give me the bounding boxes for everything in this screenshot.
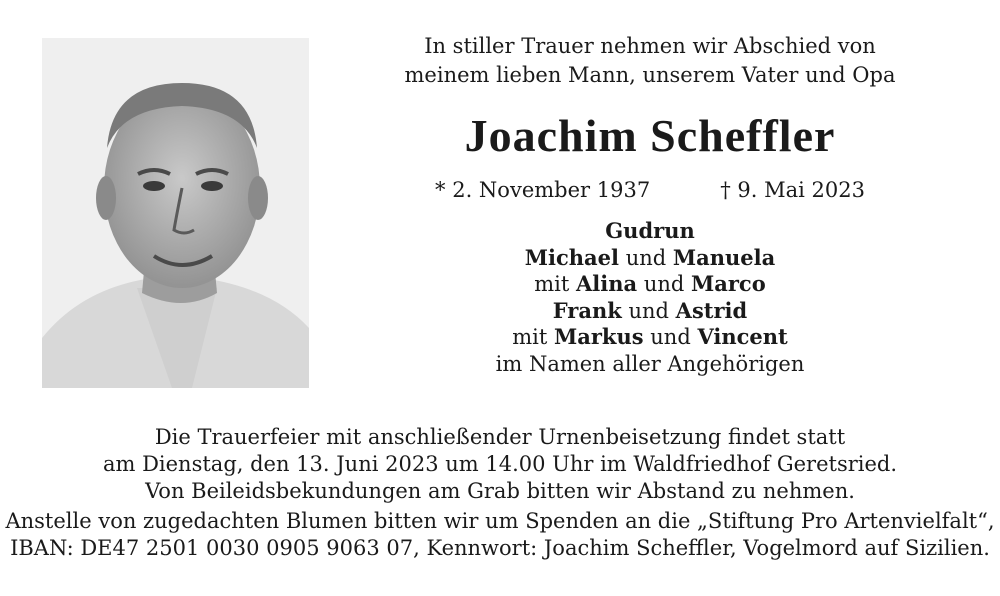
intro-text: [330, 32, 970, 90]
conjunction: und: [650, 325, 691, 349]
portrait-image: [42, 38, 309, 388]
family-list: [330, 218, 970, 377]
deceased-name: Joachim Scheffler: [464, 110, 836, 161]
service-line: Die Trauerfeier mit anschließender Urnenbeisetzung findet statt: [154, 425, 846, 449]
family-name: Gudrun: [605, 218, 695, 243]
header-block: [330, 32, 970, 377]
family-name: Marco: [691, 271, 766, 296]
death-date: † 9. Mai 2023: [720, 178, 865, 202]
service-line: am Dienstag, den 13. Juni 2023 um 14.00 Uhr im Waldfriedhof Geretsried.: [102, 452, 898, 476]
family-line: [330, 298, 970, 325]
preposition: mit: [534, 272, 570, 296]
family-line: [330, 245, 970, 272]
family-name: Michael: [524, 244, 619, 270]
intro-line: In stiller Trauer nehmen wir Abschied von: [424, 34, 876, 58]
family-name: Astrid: [675, 297, 748, 323]
family-name: Vincent: [697, 324, 788, 349]
family-name: Frank: [552, 297, 622, 323]
intro-line: meinem lieben Mann, unserem Vater und Opa: [404, 63, 896, 87]
family-name: Alina: [576, 271, 638, 296]
conjunction: und: [625, 245, 667, 270]
service-line: Von Beileidsbekundungen am Grab bitten wir Abstand zu nehmen.: [145, 479, 855, 503]
conjunction: und: [643, 272, 685, 296]
preposition: mit: [512, 325, 548, 349]
donation-line: IBAN: DE47 2501 0030 0905 9063 07, Kennwort: Joachim Scheffler, Vogelmord auf Sizilien.: [10, 536, 990, 560]
life-dates: [330, 176, 970, 204]
donation-line: Anstelle von zugedachten Blumen bitten wir um Spenden an die „Stiftung Pro Artenvielfalt“,: [5, 509, 995, 533]
conjunction: und: [628, 298, 669, 323]
family-closing: im Namen aller Angehörigen: [495, 351, 805, 376]
birth-date: * 2. November 1937: [435, 178, 651, 202]
portrait-photo: [42, 38, 309, 388]
family-name: Markus: [554, 324, 644, 349]
family-line: [330, 324, 970, 351]
family-name: Manuela: [672, 244, 776, 270]
service-info: [0, 424, 1000, 562]
family-line: [330, 218, 970, 245]
family-line: [330, 271, 970, 298]
